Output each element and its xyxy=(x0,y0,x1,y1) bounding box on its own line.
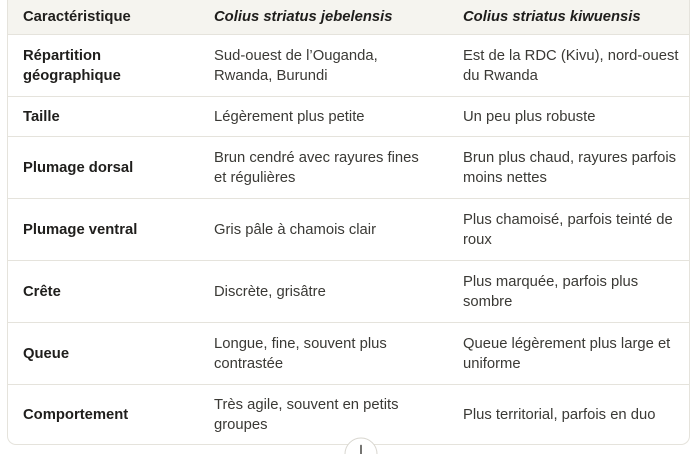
arrow-down-icon xyxy=(344,437,378,454)
table-row-queue xyxy=(8,323,689,385)
column-header-kiwuensis: Colius striatus kiwuensis xyxy=(447,0,689,35)
table-row-taille xyxy=(8,97,689,137)
comparison-table-container xyxy=(7,0,690,445)
jebelensis-value-cell: Légèrement plus petite xyxy=(198,97,447,137)
comparison-table xyxy=(8,0,689,444)
row-label-cell: Queue xyxy=(8,323,198,385)
kiwuensis-value-cell: Un peu plus robuste xyxy=(447,97,689,137)
kiwuensis-value-cell: Plus chamoisé, parfois teinté de roux xyxy=(447,199,689,261)
jebelensis-value-cell: Sud-ouest de l’Ouganda, Rwanda, Burundi xyxy=(198,35,447,97)
row-label-cell: Répartition géographique xyxy=(8,35,198,97)
row-label-cell: Plumage ventral xyxy=(8,199,198,261)
jebelensis-value-cell: Discrète, grisâtre xyxy=(198,261,447,323)
kiwuensis-value-cell: Plus marquée, parfois plus sombre xyxy=(447,261,689,323)
jebelensis-value-cell: Longue, fine, souvent plus contrastée xyxy=(198,323,447,385)
table-row-plumage-dorsal xyxy=(8,137,689,199)
table-row-plumage-ventral xyxy=(8,199,689,261)
table-row-comportement xyxy=(8,385,689,444)
row-label-cell: Taille xyxy=(8,97,198,137)
jebelensis-value-cell: Gris pâle à chamois clair xyxy=(198,199,447,261)
table-row-repartition xyxy=(8,35,689,97)
table-header xyxy=(8,0,689,35)
kiwuensis-value-cell: Queue légèrement plus large et uniforme xyxy=(447,323,689,385)
row-label-cell: Comportement xyxy=(23,406,129,423)
jebelensis-value-cell: Brun cendré avec rayures fines et régulières xyxy=(198,137,447,199)
jebelensis-value-cell: Très agile, souvent en petits groupes xyxy=(214,396,399,433)
kiwuensis-value-cell: Est de la RDC (Kivu), nord-ouest du Rwanda xyxy=(447,35,689,97)
kiwuensis-value-cell: Plus territorial, parfois en duo xyxy=(463,406,656,423)
table-header-row xyxy=(8,0,689,35)
row-label-cell: Plumage dorsal xyxy=(8,137,198,199)
column-header-jebelensis: Colius striatus jebelensis xyxy=(198,0,447,35)
column-header-characteristic: Caractéristique xyxy=(8,0,198,35)
table-row-crete xyxy=(8,261,689,323)
row-label-cell: Crête xyxy=(8,261,198,323)
kiwuensis-value-cell: Brun plus chaud, rayures parfois moins nettes xyxy=(447,137,689,199)
table-body xyxy=(8,35,689,444)
scroll-to-bottom-button[interactable] xyxy=(344,437,378,454)
